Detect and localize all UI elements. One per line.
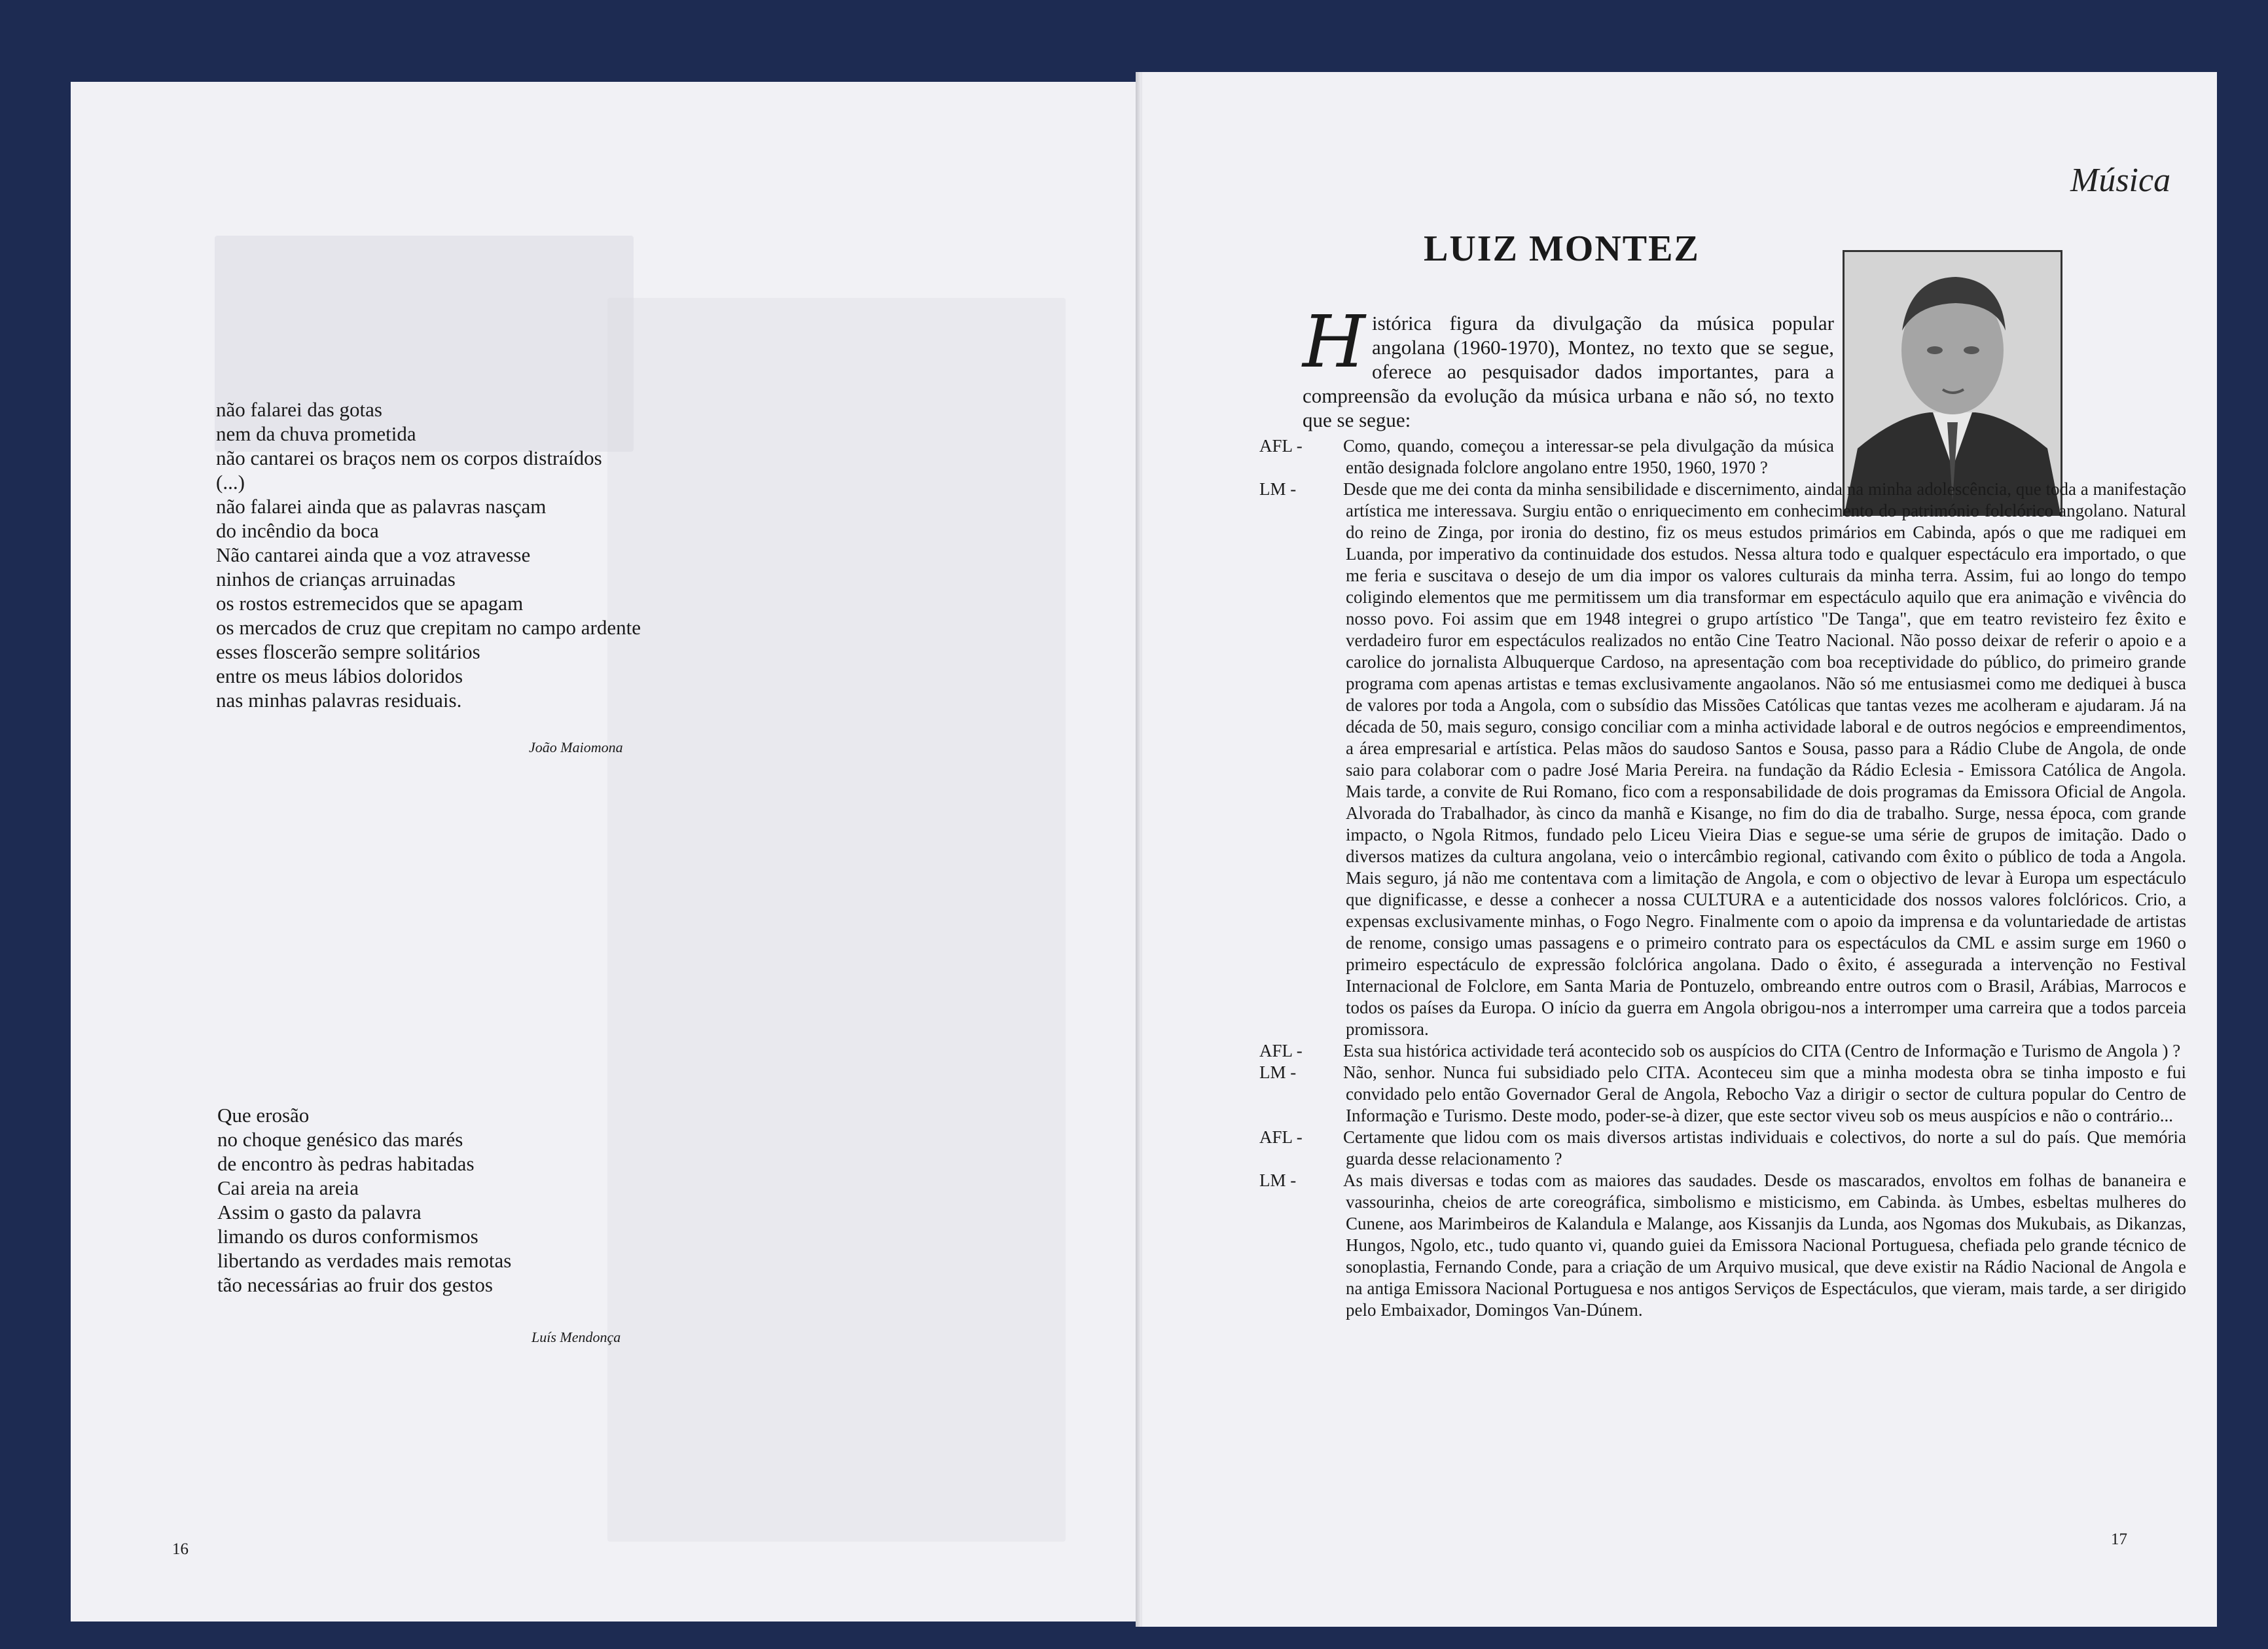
poem-line: Que erosão — [217, 1104, 310, 1127]
poem-1 — [216, 397, 641, 712]
intro-text: istórica figura da divulgação da música popular angolana (1960-1970), Montez, no texto que se segue, oferece ao pesquisador dados importantes, para a compreensão da evolução da música urbana e não só, no texto que se segue: — [1303, 312, 1834, 431]
interview-text: Não, senhor. Nunca fui subsidiado pelo CITA. Aconteceu sim que a minha modesta obra se tinha imposto e fui convidado pelo então Governador Geral de Angola, Rebocho Vaz a dirigir o sector de cultura popular do Centro de Informação e Turismo. Deste modo, poder-se-à dizer, que este sector viveu sob os meus auspícios e não o contrário... — [1343, 1062, 2186, 1125]
interview-question — [1259, 435, 1834, 479]
interview-answer — [1259, 1170, 2186, 1321]
poem-line: esses floscerão sempre solitários — [216, 640, 480, 663]
poem-line: nas minhas palavras residuais. — [216, 689, 462, 712]
interview-text: Certamente que lidou com os mais diversos artistas individuais e colectivos, do norte a sul do país. Que memória guarda desse relacionamento ? — [1343, 1127, 2186, 1169]
speaker-label: AFL - — [1259, 1041, 1303, 1060]
bleed-through-block — [607, 298, 1066, 1542]
poem-line: de encontro às pedras habitadas — [217, 1152, 475, 1175]
poem-line: Cai areia na areia — [217, 1176, 359, 1199]
poem-line: entre os meus lábios doloridos — [216, 664, 463, 687]
poem-line: do incêndio da boca — [216, 519, 379, 542]
portrait-image — [1845, 252, 2061, 514]
interview-question — [1259, 1040, 2186, 1062]
left-page — [71, 82, 1139, 1622]
poem-line: não falarei ainda que as palavras nasçam — [216, 495, 547, 518]
speaker-label: LM - — [1259, 479, 1297, 499]
poem-line: libertando as verdades mais remotas — [217, 1249, 512, 1272]
interview-question — [1259, 1127, 2186, 1170]
interview-block — [1259, 435, 1834, 479]
speaker-label: LM - — [1259, 1062, 1297, 1082]
speaker-label: LM - — [1259, 1170, 1297, 1190]
poem-line: nem da chuva prometida — [216, 422, 416, 445]
poem-line: Não cantarei ainda que a voz atravesse — [216, 543, 531, 566]
poem-line: (...) — [216, 471, 245, 494]
poem-line: Assim o gasto da palavra — [217, 1201, 422, 1223]
section-header: Música — [2070, 162, 2171, 199]
interview-text: Esta sua histórica actividade terá acontecido sob os auspícios do CITA (Centro de Informação e Turismo de Angola ) ? — [1343, 1041, 2181, 1060]
article-intro — [1303, 300, 1834, 432]
interview-block — [1259, 479, 2186, 1321]
poem-line: não falarei das gotas — [216, 398, 382, 421]
poem-line: os mercados de cruz que crepitam no campo ardente — [216, 616, 641, 639]
interview-text: As mais diversas e todas com as maiores das saudades. Desde os mascarados, envoltos em folhas de bananeira e vassourinha, cheios de arte coreográfica, simbolismo e misticismo, em Cabinda. às Umbes, esbeltas mulheres do Cunene, aos Marimbeiros de Kalandula e Malange, aos Kissanjis da Lunda, aos Ngomas dos Mukubais, as Dikanzas, Hungos, Ngolo, etc., tudo quanto vi, quando guiei da Emissora Nacional Portuguesa, chefiada pelo grande técnico de sonoplastia, Fernando Conde, para a criação de um Arquivo musical, que deve existir na Rádio Nacional de Angola e na antiga Emissora Nacional Portuguesa e nos antigos Serviços de Espectáculos, que vieram, mais tarde, a ser dirigido pelo Embaixador, Domingos Van-Dúnem. — [1343, 1170, 2186, 1320]
poem-line: limando os duros conformismos — [217, 1225, 478, 1248]
poem-line: os rostos estremecidos que se apagam — [216, 592, 524, 615]
poem-line: tão necessárias ao fruir dos gestos — [217, 1273, 493, 1296]
interview-answer — [1259, 1062, 2186, 1127]
poem-1-author: João Maiomona — [529, 739, 623, 755]
speaker-label: AFL - — [1259, 436, 1303, 456]
poem-line: não cantarei os braços nem os corpos distraídos — [216, 446, 602, 469]
drop-cap: H — [1303, 300, 1365, 384]
portrait-photo — [1843, 250, 2062, 516]
speaker-label: AFL - — [1259, 1127, 1303, 1147]
poem-line: ninhos de crianças arruinadas — [216, 568, 456, 590]
interview-text: Desde que me dei conta da minha sensibilidade e discernimento, ainda na minha adolescência, que toda a manifestação artística me interessava. Surgiu então o enriquecimento em conhecimento do património folclórico angolano. Natural do reino de Zinga, por ironia do destino, fiz os meus estudos primários em Cabinda, após o que me radiquei em Luanda, por imperativo da continuidade dos estudos. Nessa altura todo e qualquer espectáculo era importado, o que me feria e suscitava o desejo de um dia impor os valores culturais da minha terra. Assim, fui ao longo do tempo coligindo elementos que me permitissem um dia transformar em espectáculo aquilo que era animação e vivência do nosso povo. Foi assim que em 1948 integrei o grupo artístico "De Tanga", que em teatro revisteiro fez êxito e verdadeiro furor em espectáculos realizados no então Cine Teatro Nacional. Não posso deixar de referir o apoio e a carolice do jornalista Albuquerque Cardoso, na apresentação com boa receptividade do público, do primeiro grande programa com apenas artistas e temas exclusivamente angaolanos. Não só me entusiasmei como me dediquei à busca de valores por toda a Angola, com o subsídio das Missões Católicas que tantas vezes me acolheram e ajudaram. Já na década de 50, mais seguro, consigo conciliar com a minha actividade laboral e de outros negócios e empreendimentos, a área empresarial e artística. Pelas mãos do saudoso Santos e Sousa, passo para a Rádio Clube de Angola, de onde saio para colaborar com o padre José Maria Pereira. na fundação da Rádio Eclesia - Emissora Católica de Angola. Mais tarde, a convite de Rui Romano, fico com a responsabilidade de dois programas da Emissora Oficial de Angola. Alvorada do Trabalhador, às cinco da manhã e Kisange, no fim do dia de trabalho. Surge, nessa época, com grande impacto, o Ngola Ritmos, fundado pelo Liceu Vieira Dias e segue-se uma série de grupos de imitação. Dado o diversos matizes da cultura angolana, veio o intercâmbio regional, cativando com êxito o público de toda a Angola. Mais seguro, já não me contentava com a limitação de Angola, e com o objectivo de levar à Europa um espectáculo que dignificasse, e desse a conhecer a nossa CULTURA e a autenticidade dos nossos valores folclóricos. Crio, a expensas exclusivamente minhas, o Fogo Negro. Finalmente com o apoio da imprensa e da voluntariedade de artistas de renome, consigo umas passagens e o primeiro contrato para os espectáculos da CML e assim surge em 1960 o primeiro espectáculo de expressão folclórica angolana. Dado o êxito, é assegurada a intervenção no Festival Internacional de Folclore, em Santa Maria de Pontuzelo, ombreando entre outros com o Brasil, Arábias, Marrocos e todos os países da Europa. O início da guerra em Angola obrigou-nos a interromper uma carreira que a todos parceia promissora. — [1343, 479, 2186, 1039]
article-title: LUIZ MONTEZ — [1424, 228, 1700, 269]
poem-line: no choque genésico das marés — [217, 1128, 463, 1151]
page-number: 16 — [172, 1540, 189, 1558]
interview-answer — [1259, 479, 2186, 1040]
right-page — [1142, 72, 2217, 1627]
poem-2-author: Luís Mendonça — [531, 1329, 621, 1345]
page-number: 17 — [2111, 1531, 2127, 1548]
interview-text: Como, quando, começou a interessar-se pela divulgação da música então designada folclore angolano entre 1950, 1960, 1970 ? — [1343, 436, 1834, 477]
poem-2 — [217, 1103, 511, 1297]
